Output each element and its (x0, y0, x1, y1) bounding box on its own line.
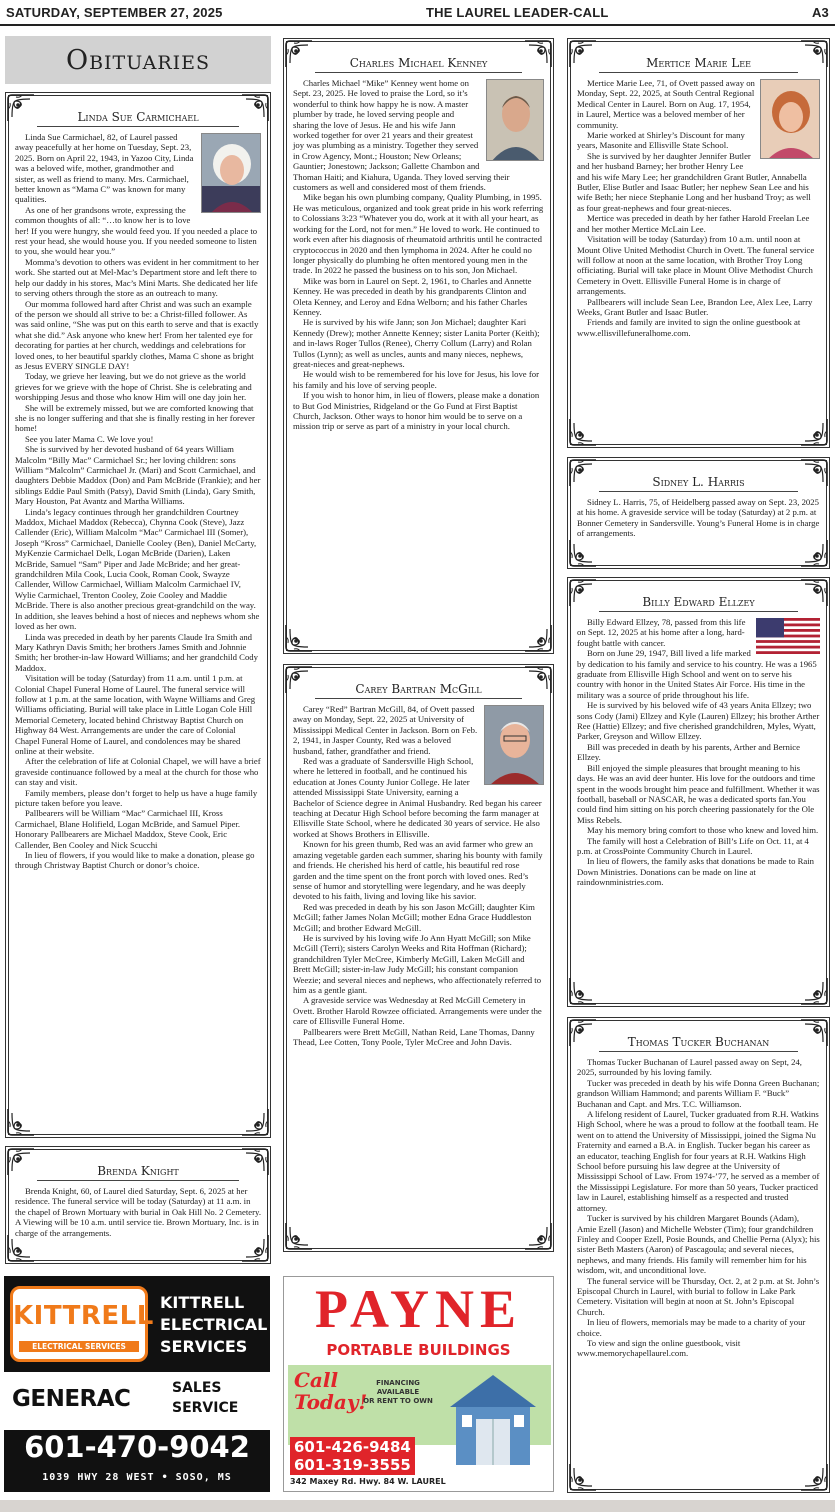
ad-kittrell-electrical[interactable] (4, 1276, 270, 1492)
page-footer-strip (0, 1500, 835, 1512)
corner-ornament (568, 39, 598, 69)
kittrell-name-block (160, 1292, 267, 1358)
portrait-photo (201, 133, 261, 213)
corner-ornament (568, 458, 598, 488)
kittrell-address: 1039 HWY 28 WEST • SOSO, MS (42, 1472, 232, 1483)
obituary-kenney (283, 38, 554, 654)
corner-ornament (523, 39, 553, 69)
paper-name: THE LAUREL LEADER-CALL (426, 4, 609, 20)
paragraph: Family members, please don’t forget to help us have a huge family picture taken before you leave. (15, 787, 258, 808)
paragraph: See you later Mama C. We love you! (25, 433, 154, 444)
paragraph: Charles Michael “Mike” Kenney went home on Sept. 23, 2025. He loved to praise the Lord, so it’s wonderful to think how happy he is now. A master plumber by trade, he loved serving people and sharing the love of Jesus. He and his wife Jann worked together for over 21 years and their greatest joy was plumbing as a ministry. Together they served in Crow Agency, Mont.; Houston; New Orleans; Gauntier; Jonestown; Jackson; Gallette Chambon and Thoman Haiti; and Kiahura, Uganda. They loved serving their customers as well and considered most of them friends. (293, 78, 510, 193)
corner-ornament (284, 1221, 314, 1251)
paragraph: Tucker is survived by his children Margaret Bounds (Adam), Amie Ezell (Jason) and Michelle Webster (Tim); four grandchildren Finley and Cooper Ezell, Posie Bounds, and Chellie Perna (Alyx); his sister Beth Masters (Aaron) of Pascagoula; and several nieces, nephews, and many friends. His family will remember him for his wisdom, wit, and unconditional love. (577, 1213, 820, 1276)
obituary-ellzey (567, 577, 830, 1007)
kittrell-line1: KITTRELL (160, 1293, 245, 1312)
paragraph: As one of her grandsons wrote, expressing the common thoughts of all: “…to know her is to love her! If you were hungry, she would feed you. If you needed a place to rest your head, she would house you. If you needed someone to listen to you, she would hear you.” (15, 204, 258, 257)
payne-middle (288, 1365, 551, 1445)
paragraph: Visitation will be today (Saturday) from 10 a.m. until noon at Mount Olive United Methodist Church in Ovett. The funeral service will follow at noon at the same location, with Brother Troy Long officiating. Burial will take place in Mount Olive Methodist Church Cemetery in Ovett. Ellisville Funeral Home is in charge of arrangements. (577, 234, 815, 297)
obituary-body (293, 78, 544, 432)
obituary-body (577, 617, 820, 888)
paragraph: She is survived by her daughter Jennifer Butler and her husband Barney; her brother Henry Lee and his wife Mary Lee; her grandchildren Grant Butler, Annabella Butler, Elise Butler and Isaac Butler; her nephew Sean Lee and his wife Beth; her niece Stephanie Long and her husband Troy; as well as four great-nephews and four great-nieces. (577, 150, 811, 213)
paragraph: Today, we grieve her leaving, but we do not grieve as the world grieves for we grieve with the hope of Christ. She is celebrating and worshipping Jesus and those who know Him will one day join her. (15, 371, 252, 403)
generac-logo: GENERAC (12, 1386, 131, 1412)
page-number: A3 (811, 4, 829, 20)
paragraph: To view and sign the online guestbook, visit www.memorychapellaurel.com. (577, 1337, 741, 1359)
paragraph: In lieu of flowers, memorials may be made to a charity of your choice. (577, 1317, 806, 1338)
obituary-name: Mertice Marie Lee (599, 56, 798, 73)
portable-building-image (440, 1367, 546, 1465)
paragraph: She will be extremely missed, but we are comforted knowing that she is no longer suffering and that she is finally resting in her forever home! (15, 402, 255, 434)
corner-ornament (568, 1462, 598, 1492)
american-flag-image (756, 618, 820, 654)
obituary-lee (567, 38, 830, 448)
paragraph: Pallbearers will be William “Mac” Carmichael III, Kross Carmichael, Blane Holifield, Logan McBride, and Samuel Piper. Honorary Pallbearers are Michael Maddox, Steve Cook, Eric Callender, Ben Cooley and Nick Scucchi (15, 808, 241, 850)
obituary-name: Brenda Knight (37, 1164, 239, 1181)
obituary-name: Carey Bartran McGill (315, 682, 522, 699)
paragraph: A lifelong resident of Laurel, Tucker graduated from R.H. Watkins High School, where he was a proud to follow at the football team. He went on to attend the University of Mississippi, joined the Sigma Nu Fraternity and earned a B.A. in English. Tucker began his career as an educator, teaching English for four years at R.H. Watkins High School before pursuing his law degree at the University of Mississippi School of Law. From 1974-’77, he served as a member of the Mississippi Legislature. For more than 50 years, Tucker practiced law in Laurel, establishing himself as a respected and trusted attorney. (577, 1109, 820, 1213)
kittrell-line2: ELECTRICAL (160, 1315, 268, 1334)
paragraph: Pallbearers will include Sean Lee, Brandon Lee, Alex Lee, Larry Weeks, Grant Butler and Isaac Butler. (577, 296, 813, 317)
paragraph: Brenda Knight, 60, of Laurel died Saturday, Sept. 6, 2025 at her residence. The funeral service will be today (Saturday) at 11 a.m. in the chapel of Brown Mortuary with burial in Oak Hill No. 2 Cemetery. A Viewing will be 10 a.m. until service tie. Brown Mortuary, Inc. is in charge of the arrangements. (15, 1186, 262, 1238)
portrait-photo (484, 705, 544, 785)
paragraph: Visitation will be today (Saturday) from 11 a.m. until 1 p.m. at Colonial Chapel Funeral Home of Laurel. The funeral service will follow at 1 p.m. at the same location, with Wayne Williams and Greg Williams officiating. Burial will take place in Little Logan Cole Hill Memorial Cemetery, located behind Christway Baptist Church on Highway 84 West. Arrangements are under the care of Colonial Chapel Funeral Home of Laurel, and condolences may be shared online at their website. (15, 673, 256, 756)
paragraph: Bill was preceded in death by his parents, Arther and Bernice Ellzey. (577, 741, 801, 763)
obituary-name: Linda Sue Carmichael (37, 110, 239, 127)
paragraph: Momma’s devotion to others was evident in her commitment to her work. She started out at Mel-Mac’s Department store and left there to help our daddy in his stores, Mac’s Mini Marts. She dedicated her life to serving others through the store as an outreach to many. (15, 256, 260, 299)
corner-ornament (284, 665, 314, 695)
paragraph: Mertice Marie Lee, 71, of Ovett passed away on Monday, Sept. 22, 2025, at South Central Regional Medical Center in Laurel. Born on Aug. 17, 1954, in Laurel, Mertice was a beloved member of her community. (577, 78, 755, 130)
paragraph: Mike began his own plumbing company, Quality Plumbing, in 1995. He was meticulous, organized and took great pride in his work referring to Colossians 3:23 “Whatever you do, work at it with all your heart, as working for the Lord, not for men.” He loved to work. He continued to work even after his diagnosis of rheumatoid arthritis until he contracted cryptococcus in 2020 and then lymphoma in 2024. After he could no longer physically do plumbing he often mentored young men in the trade. In 2022 he passed the business on to his son, Jon Michael. (293, 192, 544, 276)
paragraph: Marie worked at Shirley’s Discount for many years, Masonite and Ellisville State School. (577, 130, 745, 151)
obituary-body (293, 704, 544, 1047)
paragraph: Linda Sue Carmichael, 82, of Laurel passed away peacefully at her home on Tuesday, Sept. 23, 2025. Born on April 22, 1943, in Yazoo City, Linda was a beloved wife, mother, grandmother and sister, as well as friend to many. Mrs. Carmichael, better known as “Mama C” was known for many qualities. (15, 132, 194, 205)
paragraph: She is survived by her devoted husband of 64 years William Malcolm “Billy Mac” Carmichael Sr.; her loving children: sons William “Malcolm” Carmichael Jr. (Mari) and Scott Carmichael, and daughters Debbie Maddox (Don) and Pam McBride (Frankie); and her siblings Eddie Paul Smith (Patsy), David Smith (Linda), Gary Smith, Mary Houston, Pat Avantz and Martha Williams. (15, 444, 261, 507)
obituary-buchanan (567, 1017, 830, 1493)
corner-ornament (799, 39, 829, 69)
portrait-photo (486, 79, 544, 161)
obituary-body (577, 1057, 820, 1359)
payne-phone-2[interactable]: 601-319-3555 (294, 1456, 411, 1474)
paragraph: Sidney L. Harris, 75, of Heidelberg passed away on Sept. 23, 2025 at his home. A graveside service will be today (Saturday) at 2 p.m. at Bonner Cemetery in Sandersville. Young’s Funeral Home is in charge of arrangements. (577, 497, 820, 539)
generac-box (4, 1372, 270, 1430)
obituary-name: Sidney L. Harris (599, 475, 798, 492)
corner-ornament (799, 976, 829, 1006)
paragraph: Known for his green thumb, Red was an avid farmer who grew an amazing vegetable garden each summer, sharing his bounty with family and friends. He cherished his herd of cattle, his beautiful red rose garden and the time spent on the front porch with loved ones. Red’s sense of humor and storytelling were legendary, and he was deeply devoted to his faith, living and loving like his savior. (293, 839, 543, 902)
corner-ornament (6, 1107, 36, 1137)
paragraph: The family will host a Celebration of Bill’s Life on Oct. 11, at 4 p.m. at CrossPointe Community Church in Laurel. (577, 835, 809, 856)
paragraph: He is survived by his loving wife Jo Ann Hyatt McGill; son Mike McGill (Terri); sisters Carolyn Weeks and Rita Hoffman (Richard); grandchildren Tyler McCree, Kimberly McGill, Laken McGill and Brett McGill; sister-in-law Judy McGill; his constant companion Weezie; and several nieces and nephews, who affectionately referred to him as a gentle giant. (293, 932, 542, 995)
paragraph: He is survived by his wife Jann; son Jon Michael; daughter Kari Kennedy (Drew); mother Annette Kenney; sister Lanita Porter (Keith); and in-laws Roger Tullos (Renee), Cherry Collum (Larry) and Rolan Tullos (Lynn); as well as uncles, aunts and many nieces, nephews, great-nieces and great-nephews. (293, 317, 540, 369)
payne-phone-1[interactable]: 601-426-9484 (294, 1438, 411, 1456)
obituary-knight (5, 1146, 271, 1264)
service-label: SERVICE (172, 1400, 239, 1416)
corner-ornament (240, 1107, 270, 1137)
financing-note (360, 1379, 436, 1406)
corner-ornament (799, 458, 829, 488)
paragraph: Carey “Red” Bartran McGill, 84, of Ovett passed away on Monday, Sept. 22, 2025 at University of Mississippi Medical Center in Jackson. Born on Feb. 2, 1941, in Jasper County, Red was a beloved husband, father, grandfather and friend. (293, 704, 478, 756)
section-title (5, 36, 271, 84)
obituary-name: Billy Edward Ellzey (599, 595, 798, 612)
obituary-body (577, 497, 820, 539)
paragraph: Red was preceded in death by his son Jason McGill; daughter Kim McGill; father James Nolan McGill; mother Edna Grace Huddleston McGill; and brother Edward McGill. (293, 901, 535, 933)
payne-address: 342 Maxey Rd. Hwy. 84 W. LAUREL (290, 1477, 446, 1486)
corner-ornament (523, 665, 553, 695)
corner-ornament (799, 578, 829, 608)
paragraph: May his memory bring comfort to those who knew and loved him. (587, 825, 819, 836)
paragraph: Billy Edward Ellzey, 78, passed from this life on Sept. 12, 2025 at his home after a long, hard-fought battle with cancer. (577, 617, 746, 648)
obituary-mcgill (283, 664, 554, 1252)
section-title-text: Obituaries (65, 44, 211, 76)
paragraph: Bill enjoyed the simple pleasures that brought meaning to his days. He was an avid deer hunter. His love for the outdoors and time spent in the woods brought him peace and fulfillment. Whether it was football, baseball or NASCAR, he was a dedicated sports fan.You could find him sitting on his porch cheering passionately for the Ole Miss Rebels. (577, 762, 820, 825)
paragraph: Tucker was preceded in death by his wife Donna Green Buchanan; grandson William Hammond; and parents William F. “Buck” Buchanan and Capt. and Mrs. T.C. Williamson. (577, 1077, 820, 1109)
kittrell-logo-text: KITTRELL (13, 1301, 154, 1331)
sales-label: SALES (172, 1380, 222, 1396)
financing-line: FINANCING (376, 1379, 420, 1387)
paragraph: Our momma followed hard after Christ and was such an example of the person we should all strive to be: a Christ-filled follower. As was said online, “She was put on this earth to serve and that is exactly what she did.” Ask anyone who knew her! From her talented eye for decorating for parties at her church, weddings and celebrations for loved ones, to her beautiful sparkly clothes, Mama C shone as bright as Jesus EVERY SINGLE DAY! (15, 298, 259, 371)
paragraph: The funeral service will be Thursday, Oct. 2, at 2 p.m. at St. John’s Episcopal Church in Laurel, with burial to follow in Lake Park Cemetery. Visitation will begin at noon at St. John’s Episcopal Church. (577, 1275, 820, 1317)
paragraph: If you wish to honor him, in lieu of flowers, please make a donation to But God Ministries, Ridgeland or the Go Fund at First Baptist Church, Jackson. Other ways to honor him would be to serve on a mission trip or serve as part of a ministry in your local church. (293, 390, 540, 432)
corner-ornament (568, 538, 598, 568)
payne-title: PAYNE (314, 1279, 523, 1339)
corner-ornament (6, 93, 36, 123)
kittrell-logo-sub: ELECTRICAL SERVICES (19, 1341, 139, 1352)
paragraph: Thomas Tucker Buchanan of Laurel passed away on Sept, 24, 2025, surrounded by his loving family. (577, 1057, 802, 1078)
corner-ornament (240, 93, 270, 123)
paragraph: Born on June 29, 1947, Bill lived a life marked by dedication to his family and service to his country. He was a 1965 graduate from Ellisville High School and went on to serve his country with honor in the United States Air Force. His time in the military was a source of pride throughout his life. (577, 648, 817, 700)
call-today (294, 1369, 367, 1413)
obituary-harris (567, 457, 830, 569)
corner-ornament (523, 1221, 553, 1251)
corner-ornament (799, 538, 829, 568)
paragraph: A graveside service was Wednesday at Red McGill Cemetery in Ovett. Brother Harold Rowzee officiated. Arrangements were under the care of Ellisville Funeral Home. (293, 995, 542, 1027)
paragraph: Linda’s legacy continues through her grandchildren Courtney Maddox, Michael Maddox (Rebecca), Chynna Cook (Steve), Jazz Callender (Eric), William Malcolm “Mac” Carmichael III (Somer), Joseph “Kross” Carmichael, Danielle Cooley (Ben), Daniel McCarty, MyKenzie Carmichael Delk, Logan McBride (Darien), Laken McBride, Samuel “Sam” Piper and Jade McBride; and her great-grandchildren Mila Cook, Lucia Cook, Roman Cook, Swayze Callender, Willow Carmichael, William Malcolm Carmichael IV, Wylie Carmichael, Trenton Cooley, Zoie Cooley and Maddie McBride. There is also another precious great-grandchild on the way. In addition, she leaves behind a host of nieces and nephews whom she loved as her own. (15, 506, 260, 632)
corner-ornament (799, 1462, 829, 1492)
paragraph: In lieu of flowers, if you would like to make a donation, please go through Christway Baptist Church or donor’s choice. (15, 850, 255, 871)
obituary-body (15, 132, 261, 871)
paragraph: After the celebration of life at Colonial Chapel, we will have a brief graveside continuance followed by a meal at the church for those who can stay and visit. (15, 756, 261, 788)
rent-to-own-line: OR RENT TO OWN (363, 1397, 433, 1405)
obituary-body (577, 78, 820, 338)
corner-ornament (568, 578, 598, 608)
paragraph: Red was a graduate of Sandersville High School, where he lettered in football, and he continued his education at Jones County Junior College. He later attended Mississippi State University, earning a Bachelor of Science degree in Animal Husbandry. Red began his career teaching at Decatur High School before becoming the farm manager at Ellisville State School, where he dedicated 30 years of service. He also worked at Shows Brothers in Ellisville. (293, 756, 542, 839)
paragraph: In lieu of flowers, the family asks that donations be made to Rain Down Ministries. Donations can be made on line at raindownministries.com. (577, 856, 815, 888)
obituary-name: Charles Michael Kenney (315, 56, 522, 73)
payne-subtitle: PORTABLE BUILDINGS (326, 1341, 511, 1359)
portrait-photo (760, 79, 820, 159)
paragraph: He is survived by his beloved wife of 43 years Anita Ellzey; two sons Cody (Jami) Ellzey and Kyle (Lauren) Ellzey; his brother Arther Ree (Hattie) Ellzey; and five cherished grandchildren, Myles, Wyatt, Parker, Greyson and Willow Ellzey. (577, 700, 820, 742)
corner-ornament (523, 623, 553, 653)
kittrell-logo (10, 1286, 154, 1362)
ad-payne-portable-buildings[interactable] (283, 1276, 554, 1492)
corner-ornament (568, 417, 598, 447)
issue-date: SATURDAY, SEPTEMBER 27, 2025 (6, 4, 223, 20)
kittrell-line3: SERVICES (160, 1337, 248, 1356)
corner-ornament (284, 39, 314, 69)
paragraph: Friends and family are invited to sign the online guestbook at www.ellisvillefuneralhome.com. (577, 317, 801, 338)
today-text: Today! (294, 1390, 368, 1414)
call-text: Call (294, 1368, 339, 1392)
paragraph: Linda was preceded in death by her parents Claude Ira Smith and Mary Kathryn Davis Smith; her brothers James Smith and Johnnie Smith; her brother-in-law Howard Williams; and her grandchild Cody Maddox. (15, 631, 258, 673)
paragraph: Mike was born in Laurel on Sept. 2, 1961, to Charles and Annette Kenney. He was preceded in death by his grandparents Clinton and Oleta Kenney, and Leroy and Edna Welborn; and his father Charles Kenney. (293, 275, 532, 317)
corner-ornament (284, 623, 314, 653)
obituary-body (15, 1186, 261, 1238)
paragraph: Pallbearers were Brett McGill, Nathan Reid, Lane Thomas, Danny Thead, Lee Cotten, Tony Poole, Tyler McCree and John Davis. (293, 1026, 535, 1047)
payne-phones[interactable] (290, 1437, 415, 1475)
paragraph: Mertice was preceded in death by her father Harold Freelan Lee and her mother Mertice McLain Lee. (577, 213, 810, 234)
obituary-carmichael (5, 92, 271, 1138)
available-line: AVAILABLE (376, 1388, 420, 1396)
corner-ornament (799, 1018, 829, 1048)
masthead (0, 0, 835, 26)
corner-ornament (568, 976, 598, 1006)
corner-ornament (799, 417, 829, 447)
kittrell-phone[interactable]: 601-470-9042 (24, 1430, 250, 1464)
paragraph: He would wish to be remembered for his love for Jesus, his love for his family and his love of serving people. (293, 369, 539, 390)
corner-ornament (240, 1147, 270, 1177)
corner-ornament (568, 1018, 598, 1048)
obituary-name: Thomas Tucker Buchanan (599, 1035, 798, 1052)
corner-ornament (6, 1147, 36, 1177)
sales-service (172, 1378, 238, 1418)
